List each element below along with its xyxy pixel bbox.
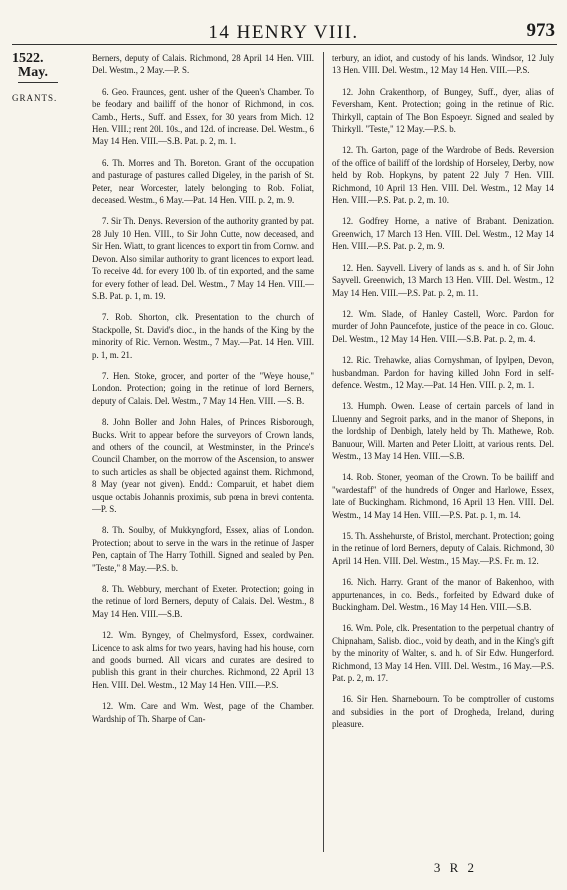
entry: 12. Godfrey Horne, a native of Brabant. Denization. Greenwich, 17 March 13 Hen. VIII. Del. Westm., 12 May 14 Hen. VIII.—P.S. Pat. p. 2, m. 9. bbox=[332, 216, 554, 252]
entry: Berners, deputy of Calais. Richmond, 28 April 14 Hen. VIII. Del. Westm., 2 May.—P. S. bbox=[92, 53, 314, 76]
page-number: 973 bbox=[526, 20, 555, 41]
entry: 14. Rob. Stoner, yeoman of the Crown. To be bailiff and "wardestaff" of the hundreds of Onger and Harlowe, Essex, late of Buckingham. Richmond, 16 April 13 Hen. VIII. Del. Westm., 14 May 14 Hen. VIII.—P.S. Pat. p. 1, m. 14. bbox=[332, 472, 554, 520]
entry: terbury, an idiot, and custody of his lands. Windsor, 12 July 13 Hen. VIII. Del. Westm., 12 May 14 Hen. VIII.—P.S. bbox=[332, 53, 554, 76]
entry: 12. Ric. Trehawke, alias Cornyshman, of Ipylpen, Devon, husbandman. Pardon for having killed John Ford in self-defence. Westm., 12 May.—Pat. 14 Hen. VIII. p. 2, m. 1. bbox=[332, 355, 554, 390]
entry: 8. Th. Webbury, merchant of Exeter. Protection; going in the retinue of lord Berners, deputy of Calais. Del. Westm., 8 May 14 Hen. VIII.—S.B. bbox=[92, 584, 314, 619]
signature-mark: 3 R 2 bbox=[433, 860, 477, 875]
entry: 16. Nich. Harry. Grant of the manor of Bakenhoo, with appurtenances, in co. Beds., forfeited by Edward duke of Buckingham. Del. Westm., 16 May 14 Hen. VIII.—S.B. bbox=[332, 577, 554, 613]
entry: 6. Geo. Fraunces, gent. usher of the Queen's Chamber. To be feodary and bailiff of the honor of Richmond, in cos. Camb., Herts., Suff. and Essex, for 30 years from Mich. 12 Hen. VIII.; rent 20l. 10s., and 12d. of increase. Del. Westm., 6 May 14 Hen. VIII.—S.B. Pat. p. 2, m. 1. bbox=[92, 86, 314, 147]
entry: 12. Hen. Sayvell. Livery of lands as s. and h. of Sir John Sayvell. Greenwich, 13 March 13 Hen. VIII. Del. Westm., 12 May 14 Hen. VIII.—P.S. Pat. p. 2, m. 11. bbox=[332, 262, 554, 298]
entry: 7. Rob. Shorton, clk. Presentation to the church of Stackpolle, St. David's dioc., in the hands of the King by the minority of Ric. Vernon. Westm., 7 May.—Pat. 14 Hen. VIII. p. 1, m. 21. bbox=[92, 312, 314, 360]
entry: 16. Sir Hen. Sharnebourn. To be comptroller of customs and subsidies in the port of Drogheda, Ireland, during pleasure. bbox=[332, 694, 554, 730]
entry: 8. Th. Soulby, of Mukkyngford, Essex, alias of London. Protection; about to serve in the wars in the retinue of Jasper Pen, captain of The Harry Tothill. Signed and sealed by Pen. "Teste," 8 May.—P.S. b. bbox=[92, 525, 314, 573]
page-header bbox=[0, 16, 567, 46]
margin-year: 1522. bbox=[12, 51, 44, 66]
header-rule bbox=[12, 44, 557, 45]
entry: 7. Sir Th. Denys. Reversion of the authority granted by pat. 28 July 10 Hen. VIII., to Sir John Cutte, now deceased, and Sir Hen. Wiatt, to grant licences to export tin from Cornw. and Devon. Also similar authority to grant licences to export lead. To receive 4d. for every 100 lb. of tin exported, and the same for every fother of lead. Del. Westm., 7 May 14 Hen. VIII.—S.B. Pat. p. 1, m. 19. bbox=[92, 216, 314, 301]
margin-month: May. bbox=[18, 66, 58, 83]
right-column bbox=[332, 52, 554, 852]
entry: 12. Wm. Care and Wm. West, page of the Chamber. Wardship of Th. Sharpe of Can- bbox=[92, 701, 314, 724]
entry: 7. Hen. Stoke, grocer, and porter of the "Weye house," London. Protection; going in the retinue of lord Berners, deputy of Calais. Del. Westm., 7 May 14 Hen. VIII. —S. B. bbox=[92, 370, 314, 406]
entry: 12. Wm. Byngey, of Chelmysford, Essex, cordwainer. Licence to ask alms for two years, having had his house, corn and goods burned. All vicars and curates are desired to publish this grant in their churches. Richmond, 22 April 13 Hen. VIII. Del. Westm., 12 May 14 Hen. VIII.—P.S. bbox=[92, 630, 314, 690]
left-column bbox=[92, 52, 314, 852]
entry: 16. Wm. Pole, clk. Presentation to the perpetual chantry of Chipnaham, Salisb. dioc., void by death, and in the King's gift by the minority of Walter, s. and h. of Sir Edw. Hungerford. Richmond, 13 May 14 Hen. VIII. Del. Westm., 16 May.—P.S. Pat. p. 2, m. 17. bbox=[332, 623, 554, 684]
running-title: 14 HENRY VIII. bbox=[208, 22, 359, 43]
entry: 15. Th. Asshehurste, of Bristol, merchant. Protection; going in the retinue of lord Berners, deputy of Calais. Richmond, 30 April 14 Hen. VIII. Del. Westm., 15 May.—P.S. Fr. m. 12. bbox=[332, 531, 554, 566]
entry: 12. John Crakenthorp, of Bungey, Suff., dyer, alias of Feversham, Kent. Protection; going in the retinue of Ric. Thirkyll, captain of The Bon Espoeyr. Signed and sealed by Thirkyll. "Teste," 12 May.—P.S. b. bbox=[332, 86, 554, 135]
entry: 12. Th. Garton, page of the Wardrobe of Beds. Reversion of the office of bailiff of the lordship of Horseley, Derby, now held by Rob. Hopkyns, by patent 22 July 7 Hen. VIII. Richmond, 10 April 13 Hen. VIII. Del. Westm., 12 May 14 Hen. VIII.—P.S. Pat. p. 2, m. 10. bbox=[332, 145, 554, 206]
margin-notes bbox=[12, 52, 88, 105]
entry: 8. John Boller and John Hales, of Princes Risborough, Bucks. Writ to appear before the surveyors of Crown lands, and others of the council, at Westminster, in the Prince's Council Chamber, on the morrow of the Ascension, to answer to such articles as shall be objected against them. Richmond, 8 May (year not given). Endd.: Comparuit, et habet diem usque octabis Johannis proximis, sub pœna in brevi contenta.—P. S. bbox=[92, 417, 314, 514]
entry: 13. Humph. Owen. Lease of certain parcels of land in Lluenny and Segroit parks, and in the manor of Shepons, in the lordship of Denbigh, lately held by Th. Mathewe, Rob. Banuour, Will. Marten and Peter Lloitt, at various rents. Del. Westm., 13 May 14 Hen. VIII.—S.B. bbox=[332, 401, 554, 461]
column-divider bbox=[323, 52, 324, 852]
margin-section: GRANTS. bbox=[12, 93, 58, 103]
entry: 12. Wm. Slade, of Hanley Castell, Worc. Pardon for murder of John Pauncefote, justice of the peace in co. Glouc. Del. Westm., 12 May 14 Hen. VIII.—S.B. Pat. p. 2, m. 4. bbox=[332, 308, 554, 344]
entry: 6. Th. Morres and Th. Boreton. Grant of the occupation and pasturage of pastures called Digeley, in the parish of St. Peter, near Worcester, lately belonging to Rob. Foliat, deceased. Westm., 6 May.—Pat. 14 Hen. VIII. p. 2, m. 9. bbox=[92, 157, 314, 206]
text-columns bbox=[92, 52, 557, 857]
